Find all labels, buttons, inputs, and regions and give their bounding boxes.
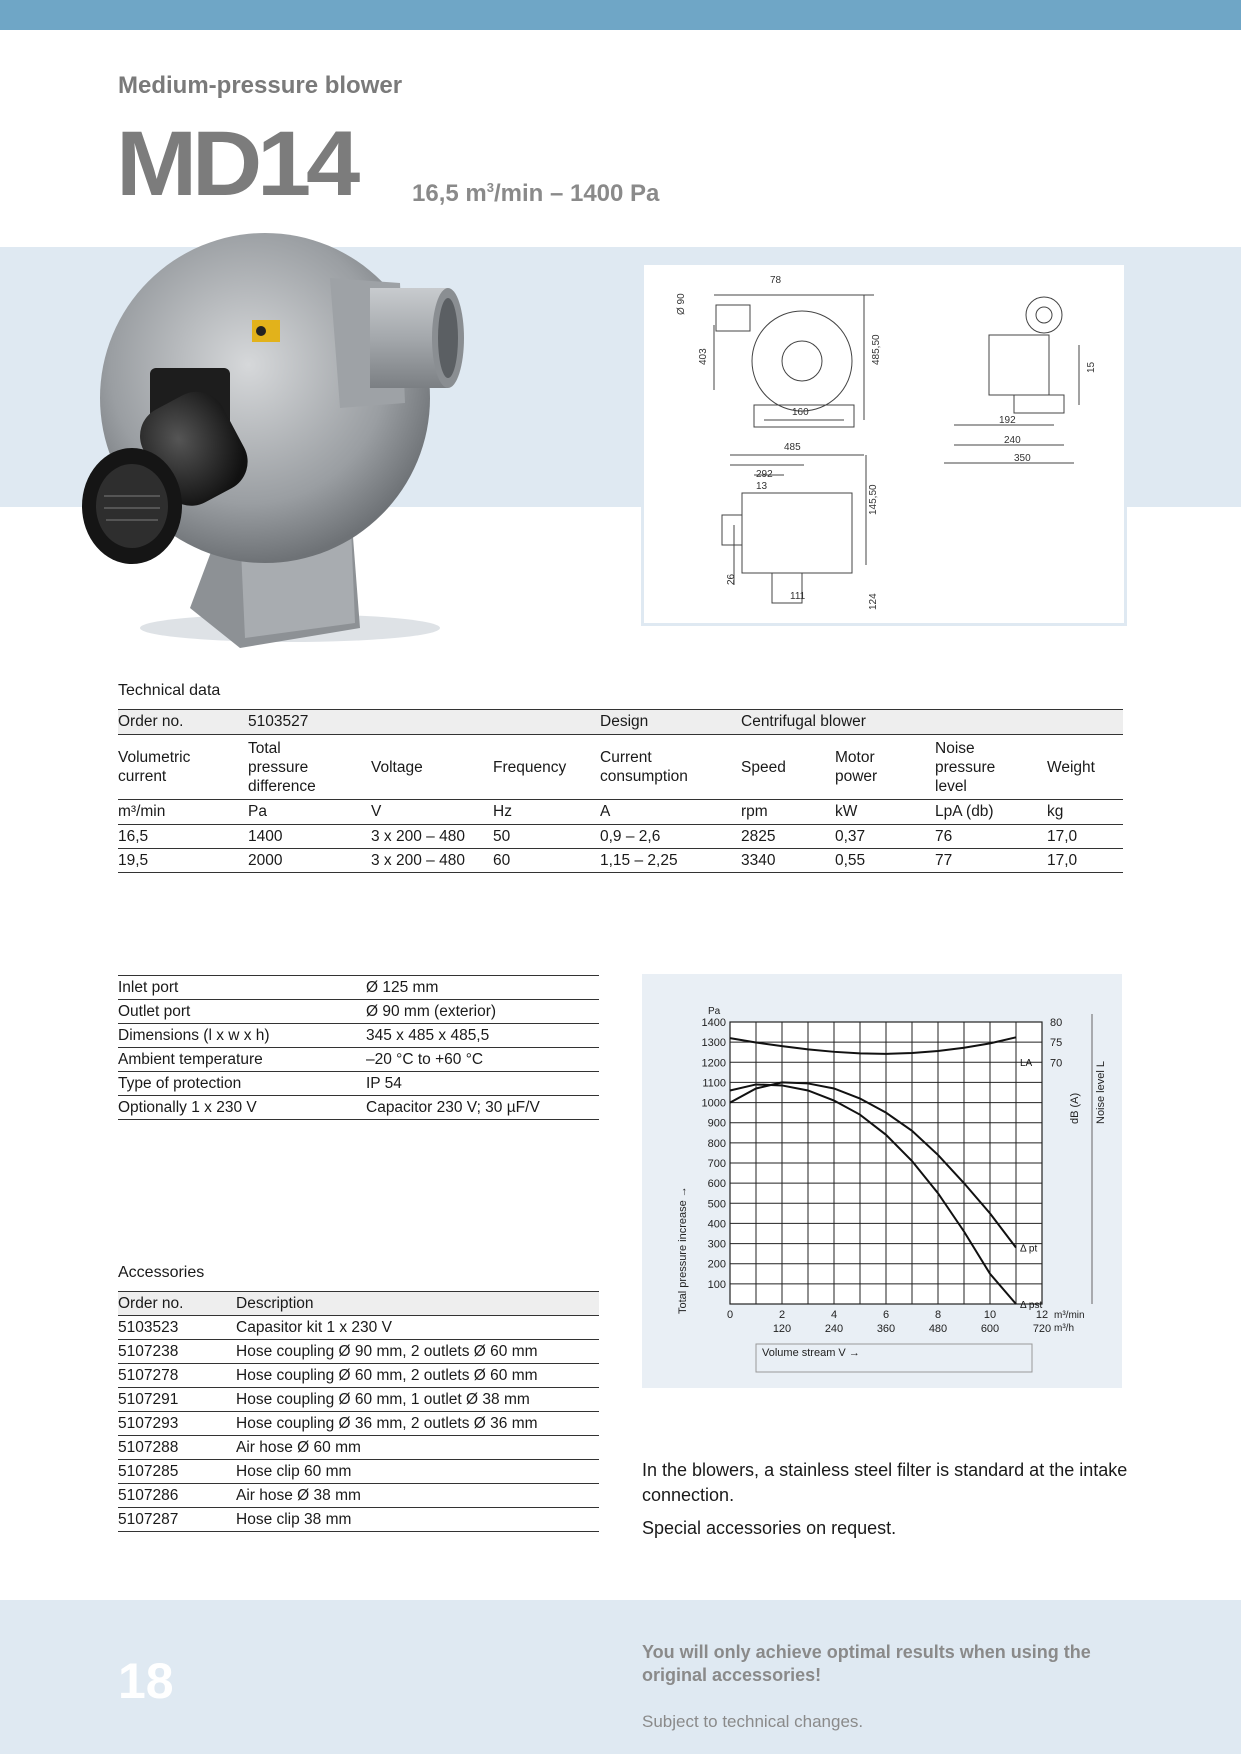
accessory-row (118, 1340, 599, 1364)
performance-chart (642, 974, 1122, 1388)
accessory-order-no: 5107291 (118, 1388, 236, 1412)
accessories-title: Accessories (118, 1264, 205, 1281)
special-accessories-note: Special accessories on request. (642, 1518, 897, 1538)
technical-data-title: Technical data (118, 682, 221, 699)
column-header: Motor power (835, 735, 935, 800)
blower-photo (70, 228, 510, 648)
data-cell: 1,15 – 2,25 (600, 849, 741, 873)
dim-145-50: 145,50 (868, 484, 879, 515)
dim-403: 403 (698, 348, 709, 365)
accessory-description: Hose coupling Ø 36 mm, 2 outlets Ø 36 mm (236, 1412, 599, 1436)
page-number: 18 (118, 1653, 174, 1709)
accessory-description: Hose clip 60 mm (236, 1460, 599, 1484)
specs-table (118, 975, 599, 1120)
accessory-order-no: 5107238 (118, 1340, 236, 1364)
y-tick-label: 1000 (701, 1097, 726, 1110)
spec-label: Dimensions (l x w x h) (118, 1024, 366, 1048)
accessory-row (118, 1436, 599, 1460)
dim-292: 292 (756, 469, 773, 480)
dim-13: 13 (756, 481, 768, 492)
data-cell: 17,0 (1047, 825, 1123, 849)
data-cell: 2825 (741, 825, 835, 849)
accessories-head-order: Order no. (118, 1292, 236, 1316)
data-cell: 60 (493, 849, 600, 873)
column-header: Current consumption (600, 735, 741, 800)
spec-superscript: 3 (486, 180, 494, 195)
data-row (118, 825, 1123, 849)
order-label: Order no. (118, 710, 248, 735)
order-value: 5103527 (248, 710, 600, 735)
technical-data-table (118, 709, 1123, 873)
dim-485-50: 485,50 (871, 334, 882, 365)
column-header: Volumetric current (118, 735, 248, 800)
unit-cell: Pa (248, 800, 371, 825)
y-tick-label: 600 (707, 1178, 726, 1191)
accessory-order-no: 5103523 (118, 1316, 236, 1340)
x-tick-label-alt: 720 (1032, 1323, 1052, 1335)
y-tick-label: 500 (707, 1198, 726, 1211)
data-cell: 1400 (248, 825, 371, 849)
x-tick-label-alt: 600 (980, 1323, 1000, 1335)
y-unit-label: Pa (708, 1006, 721, 1017)
y2-tick-label: 80 (1050, 1017, 1063, 1029)
data-cell: 17,0 (1047, 849, 1123, 873)
performance-chart-panel (642, 974, 1122, 1388)
spec-value: Ø 125 mm (366, 976, 599, 1000)
y-tick-label: 100 (707, 1278, 726, 1291)
data-cell: 77 (935, 849, 1047, 873)
y2-unit-label: dB (A) (1069, 1092, 1081, 1124)
spec-label: Inlet port (118, 976, 366, 1000)
dim-111: 111 (790, 591, 806, 602)
header-row (118, 735, 1123, 800)
dim-124: 124 (868, 593, 879, 610)
data-cell: 3340 (741, 849, 835, 873)
unit-cell: kg (1047, 800, 1123, 825)
series-label: Δ pt (1020, 1243, 1038, 1255)
x-tick-label: 0 (726, 1309, 734, 1321)
unit-cell: m³/min (118, 800, 248, 825)
spec-label: Outlet port (118, 1000, 366, 1024)
data-cell: 3 x 200 – 480 (371, 849, 493, 873)
accessory-row (118, 1460, 599, 1484)
data-cell: 16,5 (118, 825, 248, 849)
footer-disclaimer: Subject to technical changes. (642, 1712, 864, 1731)
column-header: Frequency (493, 735, 600, 800)
y-tick-label: 1100 (702, 1077, 726, 1090)
accessory-row (118, 1508, 599, 1532)
spec-value: –20 °C to +60 °C (366, 1048, 599, 1072)
column-header: Weight (1047, 735, 1123, 800)
column-header: Noise pressure level (935, 735, 1047, 800)
x-tick-label-alt: 120 (772, 1323, 792, 1335)
accessory-order-no: 5107278 (118, 1364, 236, 1388)
x-tick-label: 8 (934, 1309, 942, 1321)
model-name: MD14 (116, 113, 355, 215)
dim-26: 26 (726, 573, 737, 585)
spec-row (118, 1048, 599, 1072)
units-row (118, 800, 1123, 825)
spec-flow: 16,5 m (412, 180, 487, 207)
accessory-order-no: 5107293 (118, 1412, 236, 1436)
accessory-row (118, 1316, 599, 1340)
dim-15: 15 (1086, 361, 1097, 373)
accessory-order-no: 5107286 (118, 1484, 236, 1508)
design-value: Centrifugal blower (741, 710, 1123, 735)
x-tick-label-alt: 240 (824, 1323, 844, 1335)
y-axis-title: Total pressure increase → (677, 1186, 689, 1314)
spec-row (118, 1072, 599, 1096)
spec-label: Ambient temperature (118, 1048, 366, 1072)
y-tick-label: 900 (707, 1117, 726, 1130)
dim-160: 160 (792, 407, 809, 418)
accessory-order-no: 5107288 (118, 1436, 236, 1460)
y-tick-label: 1200 (701, 1057, 726, 1070)
data-cell: 3 x 200 – 480 (371, 825, 493, 849)
accessory-description: Hose coupling Ø 60 mm, 1 outlet Ø 38 mm (236, 1388, 599, 1412)
data-row (118, 849, 1123, 873)
unit-cell: rpm (741, 800, 835, 825)
series-label: LA (1020, 1057, 1033, 1069)
unit-cell: V (371, 800, 493, 825)
accessory-description: Hose coupling Ø 60 mm, 2 outlets Ø 60 mm (236, 1364, 599, 1388)
x-tick-label: 6 (882, 1309, 890, 1321)
x-axis-title: Volume stream V → (762, 1347, 860, 1359)
y-tick-label: 400 (707, 1218, 726, 1231)
accessory-order-no: 5107285 (118, 1460, 236, 1484)
y-tick-label: 200 (707, 1258, 726, 1271)
x-tick-label: 10 (983, 1309, 997, 1321)
x-tick-label-alt: 360 (876, 1323, 896, 1335)
data-cell: 50 (493, 825, 600, 849)
accessory-description: Air hose Ø 38 mm (236, 1484, 599, 1508)
unit-cell: Hz (493, 800, 600, 825)
top-color-bar (0, 0, 1241, 30)
column-header: Speed (741, 735, 835, 800)
accessory-row (118, 1364, 599, 1388)
accessory-description: Capasitor kit 1 x 230 V (236, 1316, 599, 1340)
spec-value: Capacitor 230 V; 30 µF/V (366, 1096, 599, 1120)
x-tick-label: 4 (830, 1309, 838, 1321)
column-header: Total pressure difference (248, 735, 371, 800)
y2-axis-title: Noise level L (1095, 1061, 1107, 1124)
accessory-description: Hose clip 38 mm (236, 1508, 599, 1532)
spec-row (118, 1024, 599, 1048)
accessory-description: Hose coupling Ø 90 mm, 2 outlets Ø 60 mm (236, 1340, 599, 1364)
footer-tagline: You will only achieve optimal results when using the original accessories! (642, 1642, 1091, 1685)
accessories-head-description: Description (236, 1292, 599, 1316)
spec-row (118, 976, 599, 1000)
unit-cell: kW (835, 800, 935, 825)
product-category: Medium-pressure blower (118, 72, 403, 99)
unit-cell: A (600, 800, 741, 825)
y-tick-label: 1400 (701, 1017, 726, 1029)
dimension-drawing (644, 265, 1124, 623)
accessory-row (118, 1388, 599, 1412)
data-cell: 19,5 (118, 849, 248, 873)
y-tick-label: 800 (707, 1137, 726, 1150)
dim-192: 192 (999, 415, 1016, 426)
spec-label: Optionally 1 x 230 V (118, 1096, 366, 1120)
column-header: Voltage (371, 735, 493, 800)
x-unit-label: m³/min (1054, 1310, 1085, 1321)
dim-350: 350 (1014, 453, 1031, 464)
accessories-table (118, 1291, 599, 1532)
y-tick-label: 1300 (701, 1037, 726, 1050)
accessory-row (118, 1484, 599, 1508)
y-tick-label: 300 (707, 1238, 726, 1251)
dim-90: Ø 90 (676, 293, 687, 315)
accessories-header-row (118, 1292, 599, 1316)
dim-240: 240 (1004, 435, 1021, 446)
design-label: Design (600, 710, 741, 735)
accessory-row (118, 1412, 599, 1436)
x-tick-label: 2 (778, 1309, 786, 1321)
spec-value: 345 x 485 x 485,5 (366, 1024, 599, 1048)
x-tick-label: 12 (1035, 1309, 1049, 1321)
order-row (118, 710, 1123, 735)
filter-note: In the blowers, a stainless steel filter is standard at the intake connection. (642, 1460, 1128, 1505)
y2-tick-label: 70 (1050, 1057, 1063, 1070)
spec-pressure: /min – 1400 Pa (493, 180, 660, 207)
data-cell: 0,37 (835, 825, 935, 849)
x-unit-label-alt: m³/h (1054, 1323, 1074, 1334)
spec-value: IP 54 (366, 1072, 599, 1096)
spec-row (118, 1000, 599, 1024)
dim-485: 485 (784, 442, 801, 453)
data-cell: 0,9 – 2,6 (600, 825, 741, 849)
y2-tick-label: 75 (1050, 1037, 1063, 1050)
model-spec (412, 180, 659, 208)
accessory-description: Air hose Ø 60 mm (236, 1436, 599, 1460)
spec-row (118, 1096, 599, 1120)
data-cell: 0,55 (835, 849, 935, 873)
series-label: Δ pst (1020, 1300, 1043, 1311)
x-tick-label-alt: 480 (928, 1323, 948, 1335)
unit-cell: LpA (db) (935, 800, 1047, 825)
accessory-order-no: 5107287 (118, 1508, 236, 1532)
dim-78: 78 (770, 275, 782, 286)
data-cell: 76 (935, 825, 1047, 849)
data-cell: 2000 (248, 849, 371, 873)
spec-label: Type of protection (118, 1072, 366, 1096)
y-tick-label: 700 (707, 1158, 726, 1170)
spec-value: Ø 90 mm (exterior) (366, 1000, 599, 1024)
dimension-drawing-panel (641, 262, 1127, 626)
